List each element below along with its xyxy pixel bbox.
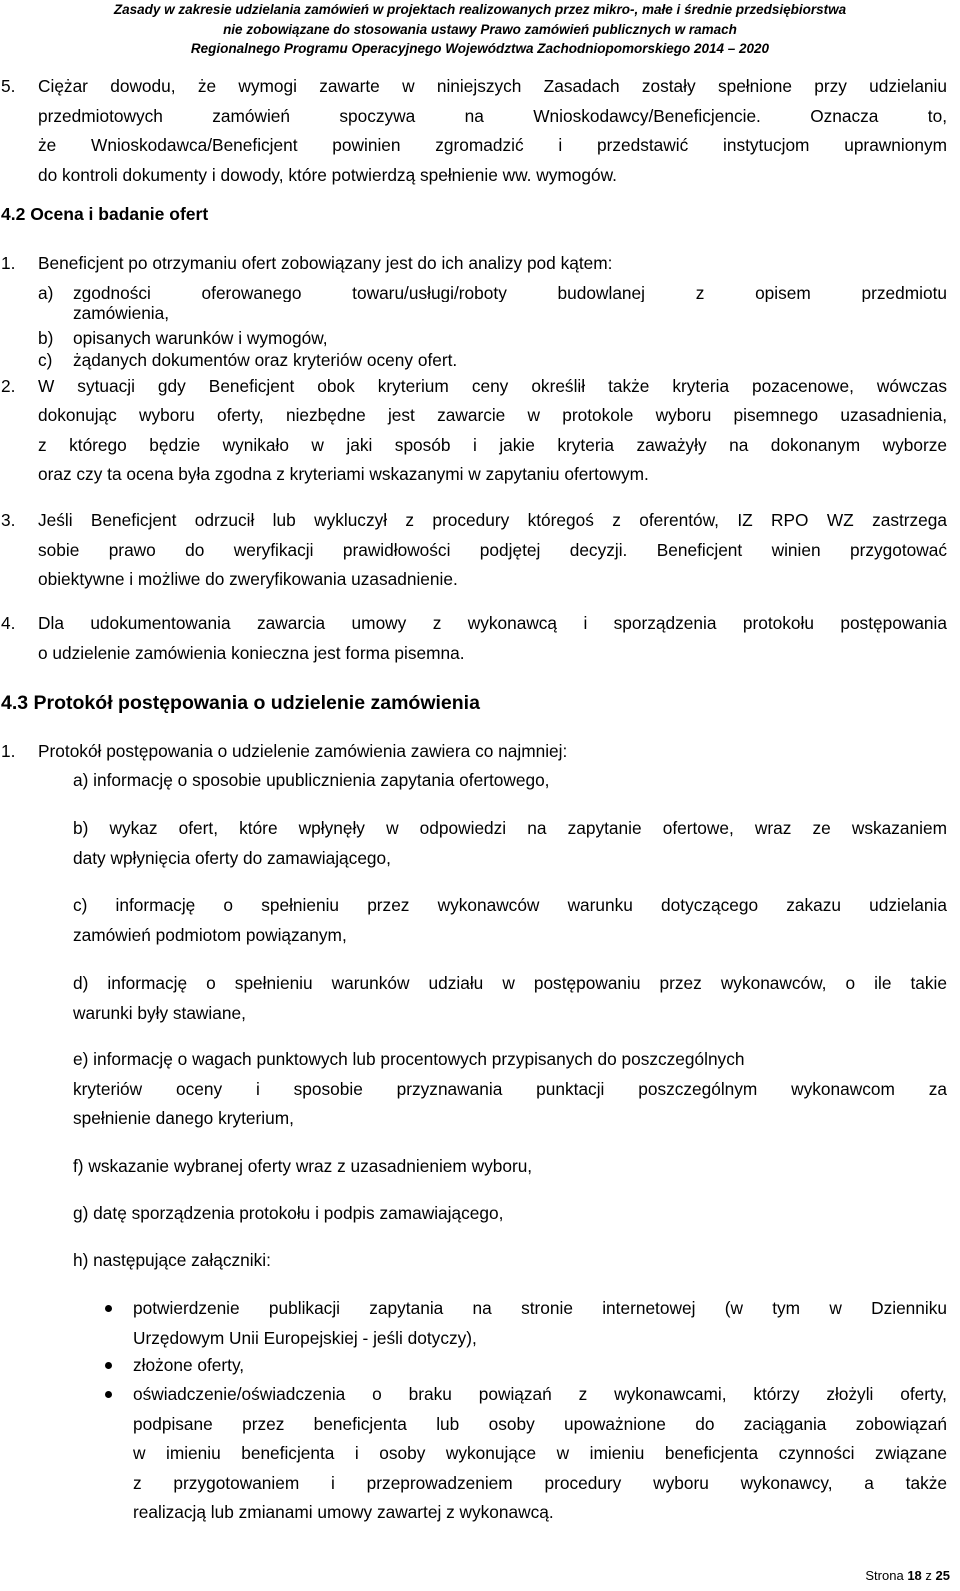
paragraph-non-price-criteria: [38, 372, 947, 402]
page-total: 25: [935, 1568, 950, 1583]
text-line: sobie prawo do weryfikacji prawidłowości podjętej decyzji. Beneficjent winien przygotować: [38, 539, 947, 560]
item-number: 4.: [1, 613, 16, 633]
text-line: w imieniu beneficjenta i osoby wykonujące w imieniu beneficjenta czynności związane: [133, 1443, 947, 1463]
bullet-item-offers: [133, 1351, 947, 1381]
item-number: 5.: [1, 76, 16, 96]
document-header: [0, 0, 960, 58]
text-line: e) informację o wagach punktowych lub procentowych przypisanych do poszczególnych: [73, 1049, 745, 1069]
sub-label: a): [38, 283, 54, 303]
text-line: podpisane przez beneficjenta lub osoby upoważnione do zaciągania zobowiązań: [133, 1413, 947, 1434]
sub-item-g: [73, 1199, 947, 1229]
sub-item-d: [73, 969, 947, 1028]
paragraph-written-form: [38, 609, 947, 668]
text-line: zamówień podmiotom powiązanym,: [73, 924, 347, 945]
paragraph-protocol-contents: [38, 737, 947, 767]
text-line: h) następujące załączniki:: [73, 1250, 271, 1270]
sub-label: b): [38, 328, 54, 348]
text-line: oświadczenie/oświadczenia o braku powiązań z wykonawcami, którzy złożyli oferty,: [133, 1384, 947, 1404]
paragraph-rejection: [38, 506, 947, 595]
text-line: żądanych dokumentów oraz kryteriów oceny ofert.: [73, 350, 458, 370]
page-footer: [865, 1568, 950, 1584]
text-line: że Wnioskodawca/Beneficjent powinien zgromadzić i przedstawić instytucjom uprawnionym: [38, 135, 947, 155]
text-line: zgodności oferowanego towaru/usługi/roboty budowlanej z opisem przedmiotu: [73, 283, 947, 302]
page-number: 18: [907, 1568, 922, 1583]
footer-label: Strona: [865, 1568, 904, 1583]
item-number: 2.: [1, 376, 16, 396]
text-line: c) informację o spełnieniu przez wykonawców warunku dotyczącego zakazu udzielania: [73, 895, 947, 915]
header-line-2: nie zobowiązane do stosowania ustawy Prawo zamówień publicznych w ramach: [223, 21, 737, 37]
sub-item-a: [73, 766, 947, 796]
text-line: spełnienie danego kryterium,: [73, 1108, 294, 1128]
text-line: f) wskazanie wybranej oferty wraz z uzasadnieniem wyboru,: [73, 1156, 533, 1176]
text-line: Ciężar dowodu, że wymogi zawarte w niniejszych Zasadach zostały spełnione przy udzielaniu: [38, 76, 947, 96]
text-line: opisanych warunków i wymogów,: [73, 328, 328, 348]
paragraph-burden-of-proof: [38, 72, 947, 190]
text-line: złożone oferty,: [133, 1355, 245, 1375]
text-line: obiektywne i możliwe do zweryfikowania uzasadnienie.: [38, 569, 458, 589]
text-line: Urzędowym Unii Europejskiej - jeśli dotyczy),: [133, 1327, 477, 1348]
text-line: oraz czy ta ocena była zgodna z kryteriami wskazanymi w zapytaniu ofertowym.: [38, 464, 649, 484]
header-line-1: Zasady w zakresie udzielania zamówień w projektach realizowanych przez mikro-, małe i średnie przedsiębiorstwa: [113, 2, 847, 17]
bullet-icon: [105, 1391, 112, 1398]
sub-item-c: [73, 891, 947, 950]
section-heading-4-3: 4.3 Protokół postępowania o udzielenie zamówienia: [1, 692, 480, 714]
text-line: z przygotowaniem i przeprowadzeniem procedury wyboru wykonawcy, a także: [133, 1472, 947, 1493]
text-line: przedmiotowych zamówień spoczywa na Wnioskodawcy/Beneficjencie. Oznacza to,: [38, 105, 947, 126]
sub-item-f: [73, 1152, 947, 1182]
text-line: Protokół postępowania o udzielenie zamówienia zawiera co najmniej:: [38, 741, 568, 761]
text-line: kryteriów oceny i sposobie przyznawania punktacji poszczególnym wykonawcom za: [73, 1078, 947, 1099]
bullet-item-declarations: [133, 1380, 947, 1528]
sub-item-b: [73, 814, 947, 873]
sub-item-h: [73, 1246, 947, 1276]
sub-item-a: [73, 279, 947, 324]
text-line: realizacją lub zmianami umowy zawartej z wykonawcą.: [133, 1502, 554, 1522]
sub-item-e: [73, 1045, 947, 1134]
text-line: Beneficjent po otrzymaniu ofert zobowiązany jest do ich analizy pod kątem:: [38, 253, 613, 273]
text-line: zamówienia,: [73, 303, 170, 323]
bullet-icon: [105, 1305, 112, 1312]
text-line: a) informację o sposobie upublicznienia zapytania ofertowego,: [73, 770, 550, 790]
text-line: b) wykaz ofert, które wpłynęły w odpowiedzi na zapytanie ofertowe, wraz ze wskazaniem: [73, 818, 947, 838]
footer-separator: z: [925, 1568, 932, 1583]
text-line: do kontroli dokumenty i dowody, które potwierdzą spełnienie ww. wymogów.: [38, 164, 617, 185]
bullet-icon: [105, 1362, 112, 1369]
text-line: d) informację o spełnieniu warunków udziału w postępowaniu przez wykonawców, o ile takie: [73, 973, 947, 993]
text-line: o udzielenie zamówienia konieczna jest forma pisemna.: [38, 642, 465, 663]
text-line: z którego będzie wynikało w jaki sposób i jakie kryteria zaważyły na dokonanym wyborze: [38, 434, 947, 455]
item-number: 3.: [1, 510, 16, 530]
text-line: Dla udokumentowania zawarcia umowy z wykonawcą i sporządzenia protokołu postępowania: [38, 613, 947, 633]
header-line-3: Regionalnego Programu Operacyjnego Województwa Zachodniopomorskiego 2014 – 2020: [190, 41, 770, 56]
paragraph-offer-analysis: [38, 249, 947, 279]
bullet-item-publication: [133, 1294, 947, 1353]
text-line: dokonując wyboru oferty, niezbędne jest zawarcie w protokole wyboru pisemnego uzasadnienia,: [38, 405, 947, 425]
item-number: 1.: [1, 253, 16, 273]
sub-label: c): [38, 350, 53, 370]
text-line: Jeśli Beneficjent odrzucił lub wykluczył z procedury któregoś z oferentów, IZ RPO WZ zastrzega: [38, 510, 947, 530]
text-line: g) datę sporządzenia protokołu i podpis zamawiającego,: [73, 1203, 504, 1223]
section-heading-4-2: 4.2 Ocena i badanie ofert: [1, 204, 209, 224]
item-number: 1.: [1, 741, 16, 761]
text-line: W sytuacji gdy Beneficjent obok kryterium ceny określił także kryteria pozacenowe, wówczas: [38, 376, 947, 396]
text-line: warunki były stawiane,: [73, 1002, 246, 1023]
paragraph-non-price-criteria-cont: [38, 401, 947, 490]
text-line: daty wpłynięcia oferty do zamawiającego,: [73, 847, 391, 868]
text-line: potwierdzenie publikacji zapytania na stronie internetowej (w tym w Dzienniku: [133, 1298, 947, 1318]
